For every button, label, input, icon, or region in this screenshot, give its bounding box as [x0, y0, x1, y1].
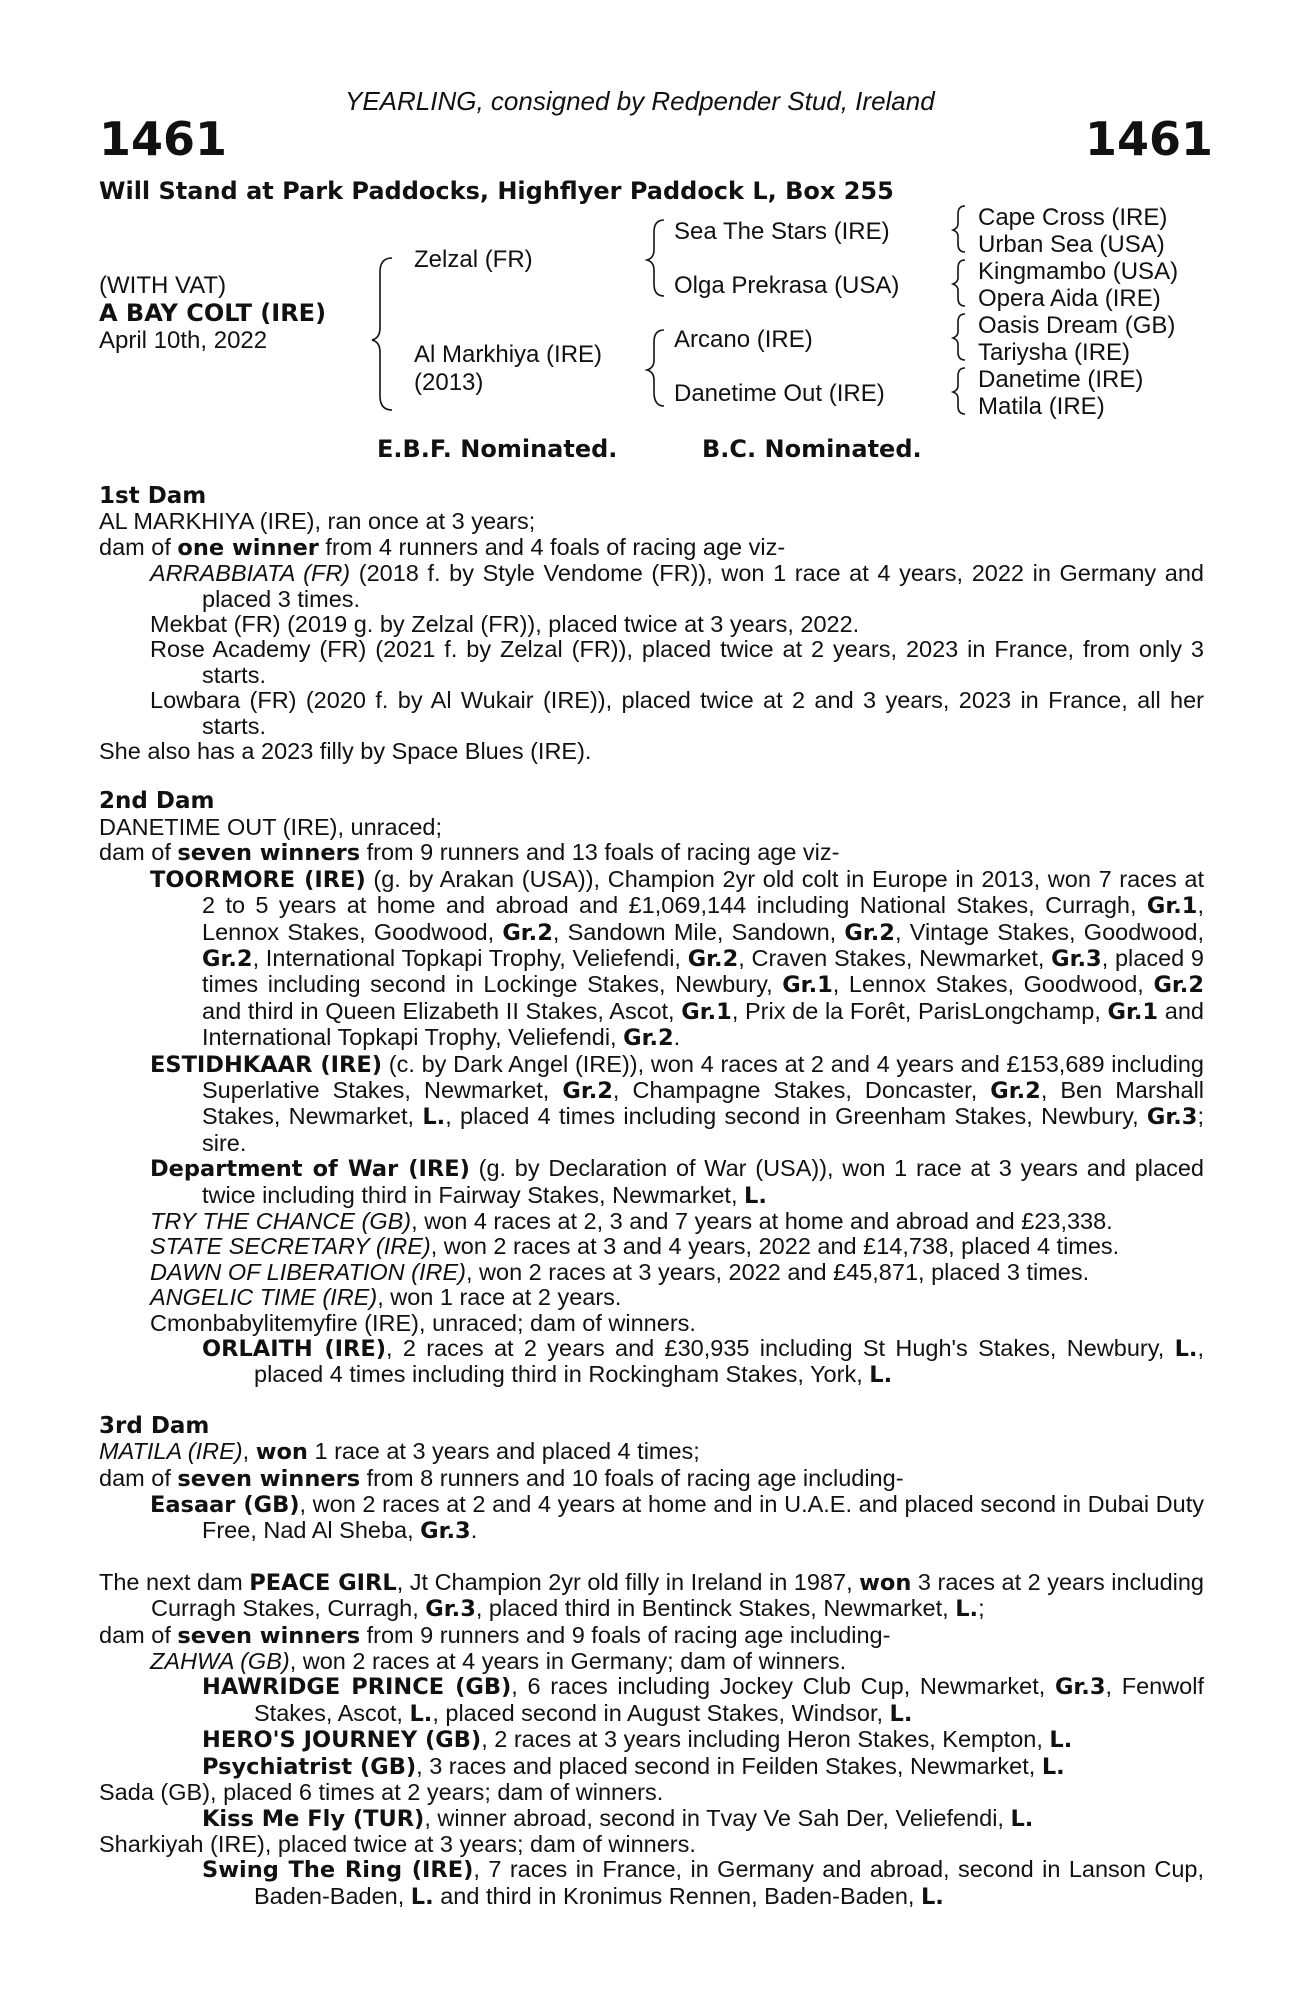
- consignment-line: YEARLING, consigned by Redpender Stud, Ireland: [345, 86, 935, 116]
- first-dam-foal-1: ARRABBIATA (FR) (2018 f. by Style Vendome (FR)), won 1 race at 4 years, 2022 in Germany and placed 3 times.: [150, 560, 1204, 612]
- catalogue-body: [99, 484, 1204, 1910]
- pedigree-gen3-2: Urban Sea (USA): [978, 231, 1165, 258]
- pedigree-gen3-6: Tariysha (IRE): [978, 339, 1131, 366]
- next-dam-grandfoal-heros-journey: HERO'S JOURNEY (GB), 2 races at 3 years including Heron Stakes, Kempton, L.: [202, 1726, 1073, 1754]
- pedigree-sire-sire: Sea The Stars (IRE): [674, 218, 890, 245]
- pedigree-gen3-3: Kingmambo (USA): [978, 258, 1179, 285]
- lot-number-right: 1461: [1085, 112, 1214, 166]
- first-dam-produce-line: dam of one winner from 4 runners and 4 foals of racing age viz-: [99, 533, 786, 561]
- second-dam-foal-try-the-chance: TRY THE CHANCE (GB), won 4 races at 2, 3 and 7 years at home and abroad and £23,338.: [150, 1207, 1113, 1234]
- second-dam-foal-toormore: TOORMORE (IRE) (g. by Arakan (USA)), Champion 2yr old colt in Europe in 2013, won 7 races at 2 to 5 years at home and abroad and £1,069,144 including National Stakes, Curragh, Gr.1, Lennox Stakes, Goodwood, Gr.2, Sandown Mile, Sandown, Gr.2, Vintage Stakes, Goodwood, Gr.2, International Topkapi Trophy, Veliefendi, Gr.2, Craven Stakes, Newmarket, Gr.3, placed 9 times including second in Lockinge Stakes, Newbury, Gr.1, Lennox Stakes, Goodwood, Gr.2 and third in Queen Elizabeth II Stakes, Ascot, Gr.1, Prix de la Forêt, ParisLongchamp, Gr.1 and International Topkapi Trophy, Veliefendi, Gr.2.: [150, 865, 1205, 1052]
- pedigree-sire-dam: Olga Prekrasa (USA): [674, 272, 900, 299]
- next-dam-foal-sada: Sada (GB), placed 6 times at 2 years; dam of winners.: [99, 1779, 664, 1806]
- pedigree-gen3-4: Opera Aida (IRE): [978, 285, 1161, 312]
- next-dam-foal-zahwa: ZAHWA (GB), won 2 races at 4 years in Germany; dam of winners.: [150, 1648, 847, 1675]
- next-dam-grandfoal-hawridge-prince: HAWRIDGE PRINCE (GB), 6 races including Jockey Club Cup, Newmarket, Gr.3, Fenwolf Stakes, Ascot, L., placed second in August Stakes, Windsor, L.: [202, 1673, 1204, 1727]
- third-dam-foal-easaar: Easaar (GB), won 2 races at 2 and 4 years at home and in U.A.E. and placed second in Dubai Duty Free, Nad Al Sheba, Gr.3.: [150, 1491, 1204, 1545]
- vat-label: (WITH VAT): [99, 272, 227, 299]
- first-dam-foal-3: Rose Academy (FR) (2021 f. by Zelzal (FR)), placed twice at 2 years, 2023 in France, from only 3 starts.: [150, 636, 1204, 688]
- next-dam-summary: The next dam PEACE GIRL, Jt Champion 2yr old filly in Ireland in 1987, won 3 races at 2 years including Curragh Stakes, Curragh, Gr.3, placed third in Bentinck Stakes, Newmarket, L.;: [99, 1568, 1204, 1623]
- third-dam-summary: MATILA (IRE), won 1 race at 3 years and placed 4 times;: [99, 1438, 700, 1466]
- second-dam-foal-estidhkaar: ESTIDHKAAR (IRE) (c. by Dark Angel (IRE)), won 4 races at 2 and 4 years and £153,689 including Superlative Stakes, Newmarket, Gr.2, Champagne Stakes, Doncaster, Gr.2, Ben Marshall Stakes, Newmarket, L., placed 4 times including second in Greenham Stakes, Newbury, Gr.3; sire.: [150, 1050, 1205, 1156]
- second-dam-heading: 2nd Dam: [99, 788, 215, 815]
- horse-dob: April 10th, 2022: [99, 327, 268, 354]
- pedigree-dam: Al Markhiya (IRE): [414, 341, 603, 368]
- second-dam-foal-cmonbabylitemyfire: Cmonbabylitemyfire (IRE), unraced; dam of winners.: [150, 1309, 696, 1336]
- first-dam-foal-4: Lowbara (FR) (2020 f. by Al Wukair (IRE)), placed twice at 2 and 3 years, 2023 in France, all her starts.: [150, 687, 1204, 739]
- pedigree-gen3-1: Cape Cross (IRE): [978, 204, 1168, 231]
- pedigree-gen3-5: Oasis Dream (GB): [978, 312, 1176, 339]
- first-dam-heading: 1st Dam: [99, 483, 207, 509]
- pedigree-dam-dam: Danetime Out (IRE): [674, 380, 885, 407]
- next-dam-produce-line: dam of seven winners from 9 runners and 9 foals of racing age including-: [99, 1621, 891, 1649]
- pedigree-sire: Zelzal (FR): [414, 246, 533, 273]
- second-dam-foal-department-of-war: Department of War (IRE) (g. by Declaration of War (USA)), won 1 race at 3 years and placed twice including third in Fairway Stakes, Newmarket, L.: [150, 1155, 1204, 1209]
- first-dam-summary: AL MARKHIYA (IRE), ran once at 3 years;: [99, 508, 536, 535]
- ebf-nomination: E.B.F. Nominated.: [377, 435, 618, 463]
- third-dam-heading: 3rd Dam: [99, 1412, 210, 1439]
- pedigree-gen3-7: Danetime (IRE): [978, 366, 1144, 393]
- pedigree-gen3-8: Matila (IRE): [978, 393, 1105, 420]
- second-dam-foal-angelic-time: ANGELIC TIME (IRE), won 1 race at 2 years.: [150, 1284, 622, 1311]
- second-dam-foal-state-secretary: STATE SECRETARY (IRE), won 2 races at 3 and 4 years, 2022 and £14,738, placed 4 times.: [150, 1233, 1120, 1260]
- next-dam-grandfoal-psychiatrist: Psychiatrist (GB), 3 races and placed second in Feilden Stakes, Newmarket, L.: [202, 1752, 1065, 1780]
- second-dam-foal-dawn-of-liberation: DAWN OF LIBERATION (IRE), won 2 races at 3 years, 2022 and £45,871, placed 3 times.: [150, 1258, 1090, 1285]
- next-dam-grandfoal-kiss-me-fly: Kiss Me Fly (TUR), winner abroad, second in Tvay Ve Sah Der, Veliefendi, L.: [202, 1804, 1034, 1832]
- next-dam-grandfoal-swing-the-ring: Swing The Ring (IRE), 7 races in France, in Germany and abroad, second in Lanson Cup, Baden-Baden, L. and third in Kronimus Rennen, Baden-Baden, L.: [202, 1856, 1204, 1910]
- lot-number-left: 1461: [99, 112, 228, 166]
- third-dam-produce-line: dam of seven winners from 8 runners and 10 foals of racing age including-: [99, 1464, 904, 1492]
- pedigree-dam-sire: Arcano (IRE): [674, 326, 813, 353]
- first-dam-note: She also has a 2023 filly by Space Blues (IRE).: [99, 738, 592, 765]
- pedigree-dam-year: (2013): [414, 369, 484, 396]
- second-dam-summary: DANETIME OUT (IRE), unraced;: [99, 813, 442, 840]
- first-dam-foal-2: Mekbat (FR) (2019 g. by Zelzal (FR)), placed twice at 3 years, 2022.: [150, 611, 860, 638]
- second-dam-produce-line: dam of seven winners from 9 runners and 13 foals of racing age viz-: [99, 839, 840, 867]
- horse-name: A BAY COLT (IRE): [99, 299, 327, 327]
- location-line: Will Stand at Park Paddocks, Highflyer Paddock L, Box 255: [99, 177, 894, 205]
- next-dam-foal-sharkiyah: Sharkiyah (IRE), placed twice at 3 years; dam of winners.: [99, 1830, 696, 1857]
- second-dam-grandfoal-orlaith: ORLAITH (IRE), 2 races at 2 years and £30,935 including St Hugh's Stakes, Newbury, L., placed 4 times including third in Rockingham Stakes, York, L.: [202, 1335, 1204, 1389]
- bc-nomination: B.C. Nominated.: [702, 435, 922, 463]
